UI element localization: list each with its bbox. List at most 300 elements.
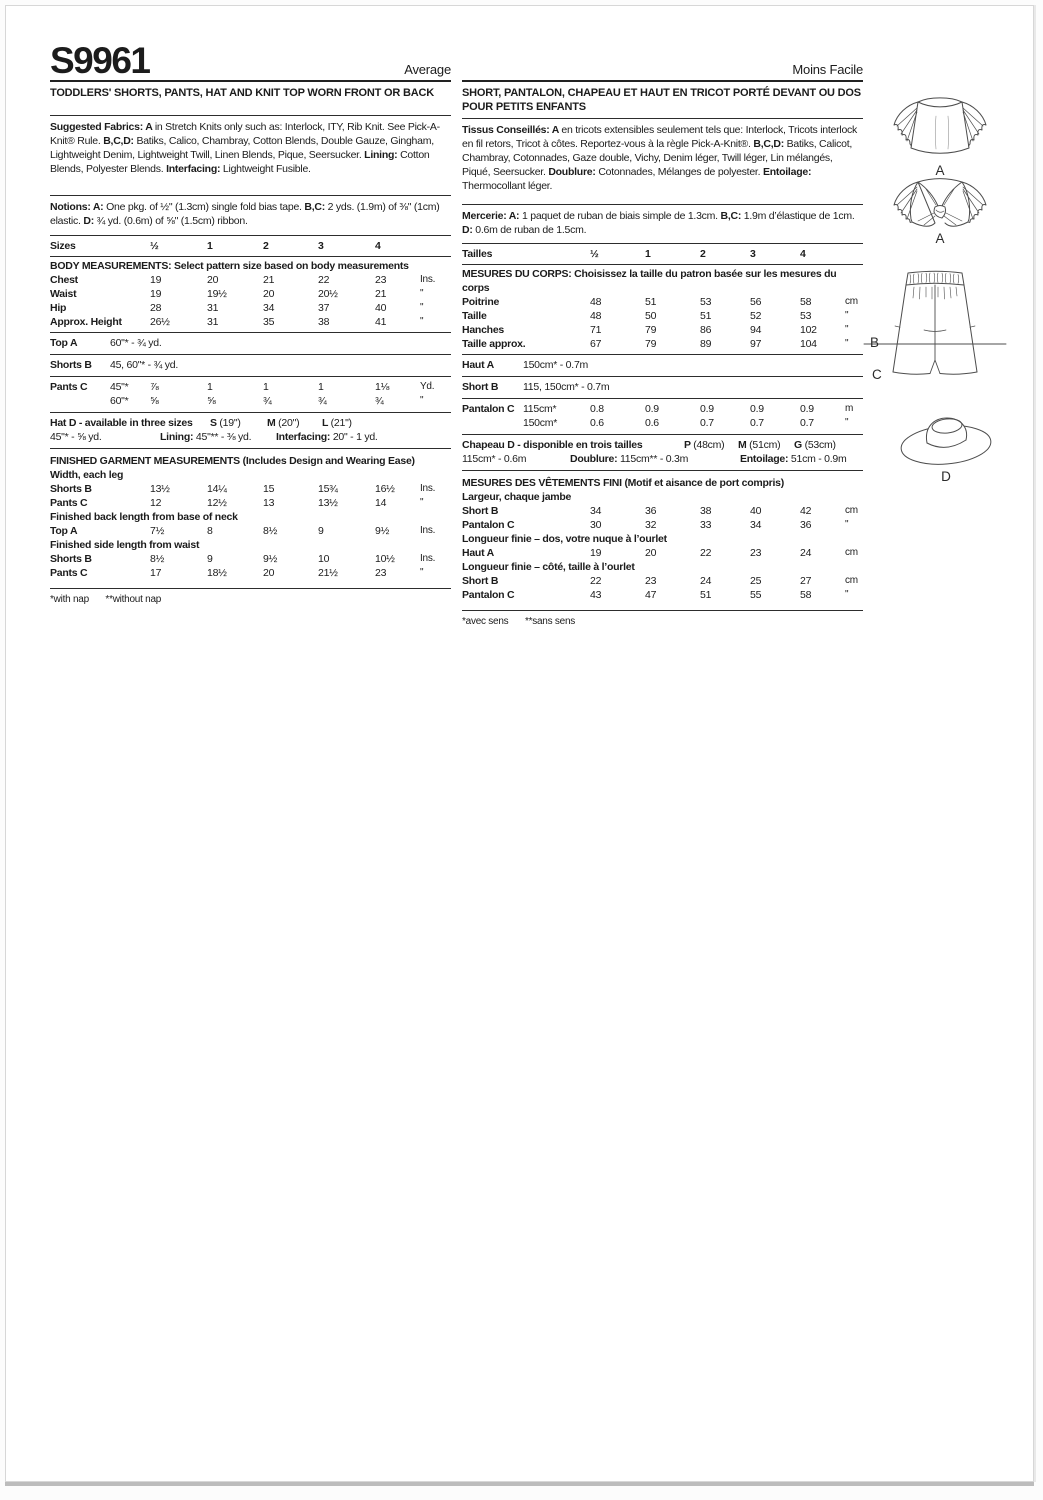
text-segment: Lining: <box>364 149 401 161</box>
table-row-poitrine <box>462 295 863 309</box>
text-segment: Interfacing: <box>166 163 223 175</box>
row-value: 23 <box>375 274 387 286</box>
difficulty-en: Average <box>404 62 451 77</box>
difficulty-fr: Moins Facile <box>792 62 863 77</box>
chapeau-sizes-line <box>462 438 863 452</box>
row-value: 21 <box>263 274 275 286</box>
row-value: 9 <box>318 525 324 537</box>
footnote-fr <box>462 610 863 629</box>
text-segment: D: <box>462 224 476 236</box>
row-value: 0.7 <box>750 417 764 429</box>
chapeau-entoilage <box>740 452 863 466</box>
mesures-corps-heading: MESURES DU CORPS: Choisissez la taille du patron basée sur les mesures du corps <box>462 268 837 294</box>
hat-drawing <box>894 408 998 470</box>
table-row <box>462 574 863 588</box>
footnote-en <box>50 588 451 607</box>
hat-size-s <box>210 416 267 430</box>
row-value: 3 <box>750 248 756 260</box>
row-label: Tailles <box>462 248 493 260</box>
row-value: 24 <box>800 547 812 559</box>
text-segment: Batiks, Calico, Chambray, Cotton Blends, Double Gauze, Gingham, Lightweight Denim, Lightweight Twill, Linen Blends, Pique, Seersucker. <box>50 135 434 161</box>
row-value: 10½ <box>375 553 395 565</box>
table-row-pantalon-115 <box>462 402 863 416</box>
finished-subtitle: Finished back length from base of neck <box>50 511 238 523</box>
row-value: 33 <box>700 519 712 531</box>
table-row <box>50 524 451 538</box>
row-label: Top A <box>50 525 78 537</box>
text-segment: B,C,D: <box>753 138 787 150</box>
row-label: Hanches <box>462 324 505 336</box>
row-value: 20 <box>263 288 275 300</box>
row-label: Sizes <box>50 240 76 252</box>
chapeau-size-p <box>684 438 738 452</box>
header-en <box>50 40 451 82</box>
row-value: 1 <box>207 240 213 252</box>
text-segment: B,C: <box>720 210 744 222</box>
chapeau-size-g <box>794 438 863 452</box>
row-value: 48 <box>590 310 602 322</box>
table-row-taille <box>462 309 863 323</box>
text-segment: 45"** - ⅜ yd. <box>195 431 252 443</box>
row-unit: Ins. <box>420 274 436 285</box>
row-value: 51 <box>645 296 657 308</box>
text-segment: Lining: <box>160 431 196 443</box>
row-value: 34 <box>263 302 275 314</box>
figure-hat <box>894 408 998 484</box>
mercerie-paragraph <box>462 204 863 243</box>
row-value: 102 <box>800 324 817 336</box>
pattern-number: S9961 <box>50 40 150 81</box>
footnote-avec-sens: *avec sens <box>462 616 509 627</box>
row-value: 55 <box>750 589 762 601</box>
table-row <box>462 504 863 518</box>
row-value: 94 <box>750 324 762 336</box>
chapeau-doublure <box>570 452 740 466</box>
text-segment: Suggested Fabrics: A <box>50 121 155 133</box>
figure-top-a-back <box>881 90 999 178</box>
chapeau-size-m <box>738 438 794 452</box>
yardage-text: 60"* - ¾ yd. <box>110 337 162 349</box>
row-unit: " <box>420 288 424 299</box>
row-unit: cm <box>845 547 858 558</box>
row-value: 0.6 <box>590 417 604 429</box>
row-value: 7½ <box>150 525 165 537</box>
row-value: 4 <box>800 248 806 260</box>
table-row-pants-45 <box>50 380 451 394</box>
body-measurements-heading: BODY MEASUREMENTS: Select pattern size based on body measurements <box>50 260 409 272</box>
row-value: 13½ <box>318 497 338 509</box>
finished-measurements-en <box>50 448 451 584</box>
figure-label: D <box>941 469 951 484</box>
row-value: 20 <box>207 274 219 286</box>
row-value: 1 <box>207 381 213 393</box>
footnote-sans-sens: **sans sens <box>524 616 576 627</box>
mesures-fini-title: MESURES DES VÊTEMENTS FINI (Motif et aisance de port compris) <box>462 477 784 489</box>
table-row <box>50 482 451 496</box>
row-value: 10 <box>318 553 330 565</box>
text-segment: 2 yds. (1.9m) of ⅜" (1cm) elastic. <box>50 201 440 227</box>
row-label: Pants C <box>50 567 88 579</box>
row-label: Short B <box>462 505 499 517</box>
notions-paragraph <box>50 195 451 235</box>
finished-subtitle: Finished side length from waist <box>50 539 200 551</box>
row-unit: m <box>845 403 854 414</box>
row-value: 0.6 <box>645 417 659 429</box>
text-segment: Cotton Blends, Polyester Blends. <box>50 149 430 175</box>
row-label: Shorts B <box>50 483 92 495</box>
row-value: 15 <box>263 483 275 495</box>
table-row-waist <box>50 287 451 301</box>
text-segment: (19") <box>219 417 241 429</box>
pattern-envelope-back <box>5 5 1034 1482</box>
row-value: 36 <box>645 505 657 517</box>
row-value: 43 <box>590 589 602 601</box>
row-value: 0.9 <box>800 403 814 415</box>
text-segment: One pkg. of ½" (1.3cm) single fold bias tape. <box>106 201 305 213</box>
row-value: 42 <box>800 505 812 517</box>
row-value: 19½ <box>207 288 227 300</box>
row-value: 34 <box>750 519 762 531</box>
hat-lining <box>160 430 276 444</box>
row-value: 22 <box>318 274 330 286</box>
row-value: 31 <box>207 316 219 328</box>
table-row <box>50 566 451 580</box>
text-segment: Cotonnades, Mélanges de polyester. <box>598 166 763 178</box>
hat-interfacing <box>276 430 451 444</box>
text-segment: (51cm) <box>749 439 781 451</box>
hat-d-block <box>50 412 451 448</box>
row-value: 79 <box>645 324 657 336</box>
text-segment: (48cm) <box>693 439 725 451</box>
row-label: Taille <box>462 310 487 322</box>
table-row-pants-60 <box>50 394 451 408</box>
row-label: Pantalon C <box>462 403 515 415</box>
row-label <box>50 394 110 408</box>
english-column <box>50 40 451 607</box>
text-segment: G <box>794 439 805 451</box>
finished-subtitle: Width, each leg <box>50 469 124 481</box>
row-value: 3 <box>318 240 324 252</box>
row-value: 20 <box>645 547 657 559</box>
row-value: 15¾ <box>318 483 338 495</box>
metrage-short-b <box>462 376 863 398</box>
yardage-shorts-b <box>50 354 451 376</box>
row-value: 0.9 <box>645 403 659 415</box>
row-value: 89 <box>700 338 712 350</box>
text-segment: Mercerie: A: <box>462 210 522 222</box>
row-value: 12½ <box>207 497 227 509</box>
text-segment: 1 paquet de ruban de biais simple de 1.3cm. <box>521 210 721 222</box>
text-segment: in Stretch Knits only such as: Interlock, ITY, Rib Knit. See Pick-A-Knit® Rule. <box>50 121 440 147</box>
row-value: 2 <box>263 240 269 252</box>
row-label: Haut A <box>462 547 494 559</box>
row-label: Taille approx. <box>462 338 526 350</box>
row-label: Pantalon C <box>462 589 515 601</box>
row-value: 2 <box>700 248 706 260</box>
table-row-hip <box>50 301 451 315</box>
french-column <box>462 40 863 629</box>
row-value: 0.7 <box>800 417 814 429</box>
row-value: 22 <box>590 575 602 587</box>
row-value: ⅝ <box>207 395 216 407</box>
row-value: 19 <box>590 547 602 559</box>
row-value: 32 <box>645 519 657 531</box>
text-segment: (21") <box>330 417 352 429</box>
chapeau-d-block <box>462 434 863 470</box>
row-label: Short B <box>462 381 499 393</box>
finished-subtitle: Longueur finie – dos, votre nuque à l’ourlet <box>462 533 667 545</box>
yardage-pants-c <box>50 376 451 412</box>
hat-main-yardage: 45"* - ⅝ yd. <box>50 431 102 443</box>
row-value: 0.9 <box>700 403 714 415</box>
row-value: 13 <box>263 497 275 509</box>
figure-label-shorts: B <box>870 335 879 350</box>
row-value: 9½ <box>375 525 390 537</box>
row-value: 104 <box>800 338 817 350</box>
row-label: Top A <box>50 337 78 349</box>
top-a-back-drawing <box>881 90 999 164</box>
table-row-pantalon-150 <box>462 416 863 430</box>
row-value: 40 <box>375 302 387 314</box>
text-segment: L <box>322 417 331 429</box>
row-unit: " <box>845 324 849 335</box>
text-segment: 115cm** - 0.3m <box>620 453 689 465</box>
row-value: 19 <box>150 288 162 300</box>
text-segment: (53cm) <box>804 439 836 451</box>
row-unit: " <box>420 567 424 578</box>
row-label: Shorts B <box>50 553 92 565</box>
text-segment: Entoilage: <box>762 166 812 178</box>
row-value: 1 <box>318 381 324 393</box>
row-value: 22 <box>700 547 712 559</box>
text-segment: 51cm - 0.9m <box>790 453 847 465</box>
row-value: 20 <box>263 567 275 579</box>
row-unit: " <box>420 316 424 327</box>
row-unit: Ins. <box>420 483 436 494</box>
text-segment: Thermocollant léger. <box>462 180 553 192</box>
row-label: Chest <box>50 274 78 286</box>
row-value: 27 <box>800 575 812 587</box>
row-value: ¾ <box>263 395 272 407</box>
row-label: Shorts B <box>50 359 92 371</box>
text-segment: Interfacing: <box>276 431 333 443</box>
row-value: 12 <box>150 497 162 509</box>
figure-label: A <box>935 163 945 178</box>
row-label: Pantalon C <box>462 519 515 531</box>
row-value: ½ <box>590 248 599 260</box>
table-row <box>50 496 451 510</box>
row-value: 58 <box>800 296 812 308</box>
row-value: 24 <box>700 575 712 587</box>
row-value: 51 <box>700 310 712 322</box>
text-segment: Doublure: <box>570 453 620 465</box>
row-unit: " <box>845 519 849 530</box>
chapeau-title: Chapeau D - disponible en trois tailles <box>462 439 643 451</box>
row-value: 26½ <box>150 316 170 328</box>
row-value: 1 <box>645 248 651 260</box>
table-row <box>462 518 863 532</box>
chapeau-main-yardage: 115cm* - 0.6m <box>462 453 527 465</box>
row-value: 8½ <box>263 525 278 537</box>
row-label: Waist <box>50 288 77 300</box>
row-label: Pants C <box>50 381 88 393</box>
row-label: Haut A <box>462 359 494 371</box>
row-value: 34 <box>590 505 602 517</box>
text-segment: en tricots extensibles seulement tels que: Interlock, Tricots interlock en fil retors, Tricot à côtes. Reportez-vous à la règle Pick-A-Knit®. <box>462 124 858 150</box>
table-row <box>462 546 863 560</box>
text-segment: 1.9m d’élastique de 1cm. <box>743 210 855 222</box>
row-value: ¾ <box>318 395 327 407</box>
row-width: 60"* <box>110 395 129 407</box>
row-value: 0.9 <box>750 403 764 415</box>
row-value: 16½ <box>375 483 395 495</box>
row-value: 8½ <box>150 553 165 565</box>
table-row <box>462 588 863 602</box>
footnote-with-nap: *with nap <box>50 594 89 605</box>
row-value: 21 <box>375 288 387 300</box>
row-value: 23 <box>750 547 762 559</box>
text-segment: B,C: <box>304 201 328 213</box>
row-unit: Yd. <box>420 381 435 392</box>
row-label: Hip <box>50 302 67 314</box>
suggested-fabrics-paragraph <box>50 115 451 195</box>
row-label: Short B <box>462 575 499 587</box>
row-value: 52 <box>750 310 762 322</box>
row-value: 86 <box>700 324 712 336</box>
table-row-height <box>50 315 451 332</box>
text-segment: M <box>267 417 279 429</box>
row-value: 53 <box>800 310 812 322</box>
row-value: ¾ <box>375 395 384 407</box>
text-segment: Tissus Conseillés: A <box>462 124 562 136</box>
row-value: 8 <box>207 525 213 537</box>
row-unit: " <box>845 310 849 321</box>
figure-shorts-pants <box>862 266 1008 390</box>
row-width: 115cm* <box>523 403 557 415</box>
row-value: 31 <box>207 302 219 314</box>
text-segment: M <box>738 439 750 451</box>
yardage-text: 45, 60"* - ¾ yd. <box>110 359 179 371</box>
title-fr: SHORT, PANTALON, CHAPEAU ET HAUT EN TRICOT PORTÉ DEVANT OU DOS POUR PETITS ENFANTS <box>462 87 861 113</box>
row-unit: cm <box>845 505 858 516</box>
yardage-top-a <box>50 332 451 354</box>
yardage-text: 150cm* - 0.7m <box>523 359 589 371</box>
row-unit: " <box>420 302 424 313</box>
row-value: 20½ <box>318 288 338 300</box>
row-value: 36 <box>800 519 812 531</box>
figure-label: A <box>935 231 945 246</box>
row-unit: Ins. <box>420 525 436 536</box>
text-segment: D: <box>83 215 97 227</box>
text-segment: 20" - 1 yd. <box>332 431 378 443</box>
row-value: 9½ <box>263 553 278 565</box>
row-unit: " <box>845 589 849 600</box>
row-value: ½ <box>150 240 159 252</box>
yardage-text: 115, 150cm* - 0.7m <box>523 381 610 393</box>
text-segment: P <box>684 439 694 451</box>
row-value: 67 <box>590 338 602 350</box>
row-value: 50 <box>645 310 657 322</box>
row-value: 30 <box>590 519 602 531</box>
row-value: 51 <box>700 589 712 601</box>
row-value: 47 <box>645 589 657 601</box>
row-value: 18½ <box>207 567 227 579</box>
row-unit: cm <box>845 575 858 586</box>
figure-label-pants: C <box>872 367 882 382</box>
text-segment: 0.6m de ruban de 1.5cm. <box>475 224 587 236</box>
row-value: 19 <box>150 274 162 286</box>
shorts-pants-drawing <box>862 266 1008 390</box>
hat-title: Hat D - available in three sizes <box>50 417 193 429</box>
row-width: 150cm* <box>523 417 558 429</box>
top-a-front-twist-drawing <box>878 174 1002 232</box>
hat-size-m <box>267 416 322 430</box>
metrage-haut-a <box>462 354 863 376</box>
row-value: 21½ <box>318 567 338 579</box>
row-unit: " <box>845 338 849 349</box>
table-row-taille-approx <box>462 337 863 354</box>
text-segment: Entoilage: <box>740 453 791 465</box>
row-value: 23 <box>375 567 387 579</box>
row-value: 38 <box>318 316 330 328</box>
row-value: 38 <box>700 505 712 517</box>
finished-subtitle: Largeur, chaque jambe <box>462 491 572 503</box>
row-width: 45"* <box>110 381 129 393</box>
row-value: 1⅛ <box>375 381 390 393</box>
text-segment: Notions: A: <box>50 201 107 213</box>
row-value: 56 <box>750 296 762 308</box>
row-value: 25 <box>750 575 762 587</box>
row-value: 37 <box>318 302 330 314</box>
row-unit: " <box>420 395 424 406</box>
row-value: 97 <box>750 338 762 350</box>
row-value: 41 <box>375 316 387 328</box>
hat-yardage-line <box>50 430 451 444</box>
text-segment: ¾ yd. (0.6m) of ⅝" (1.5cm) ribbon. <box>96 215 248 227</box>
metrage-pantalon-c <box>462 398 863 434</box>
header-fr <box>462 40 863 82</box>
row-value: 35 <box>263 316 275 328</box>
row-label: Poitrine <box>462 296 500 308</box>
row-value: 28 <box>150 302 162 314</box>
row-value: 40 <box>750 505 762 517</box>
row-value: 0.7 <box>700 417 714 429</box>
row-value: 14 <box>375 497 387 509</box>
row-unit: cm <box>845 296 858 307</box>
row-value: 48 <box>590 296 602 308</box>
tailles-header-row <box>462 243 863 265</box>
row-value: 0.8 <box>590 403 604 415</box>
row-label: Approx. Height <box>50 316 122 328</box>
footnote-without-nap: **without nap <box>105 594 162 605</box>
row-value: 4 <box>375 240 381 252</box>
row-unit: Ins. <box>420 553 436 564</box>
hat-sizes-line <box>50 416 451 430</box>
finished-measurements-fr <box>462 470 863 606</box>
chapeau-yardage-line <box>462 452 863 466</box>
table-row-hanches <box>462 323 863 337</box>
text-segment: Batiks, Calicot, Chambray, Cotonnades, Gaze double, Vichy, Denim léger, Twill léger, Lin mélangés, Piqué, Seersucker. <box>462 138 853 178</box>
row-value: 14¼ <box>207 483 227 495</box>
row-value: 58 <box>800 589 812 601</box>
finished-title: FINISHED GARMENT MEASUREMENTS (Includes Design and Wearing Ease) <box>50 455 415 467</box>
row-unit: " <box>845 417 849 428</box>
hat-size-l <box>322 416 451 430</box>
row-value: ⅝ <box>150 395 159 407</box>
text-segment: S <box>210 417 220 429</box>
table-row <box>50 552 451 566</box>
table-row-chest <box>50 273 451 287</box>
